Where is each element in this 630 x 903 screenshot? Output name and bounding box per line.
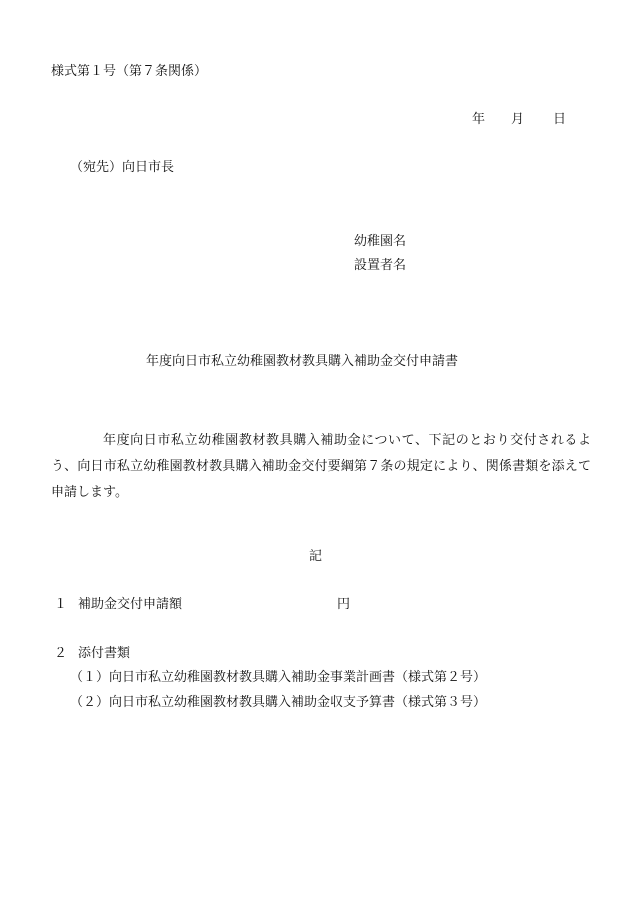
item-1-label: 補助金交付申請額	[78, 597, 183, 612]
kindergarten-name-label: 幼稚園名	[354, 234, 407, 249]
date-year-label: 年	[472, 112, 486, 127]
item-2-label: 添付書類	[78, 646, 131, 661]
item-1-number: １	[54, 597, 68, 612]
attachment-item: （１）向日市私立幼稚園教材教具購入補助金事業計画書（様式第２号）	[70, 670, 487, 685]
date-day-label: 日	[553, 112, 567, 127]
ki-heading: 記	[309, 549, 323, 564]
attachment-item: （２）向日市私立幼稚園教材教具購入補助金収支予算書（様式第３号）	[70, 695, 487, 710]
item-1-unit: 円	[337, 597, 351, 612]
form-number: 様式第１号（第７条関係）	[51, 64, 208, 79]
addressee: （宛先）向日市長	[70, 160, 175, 175]
document-title: 年度向日市私立幼稚園教材教具購入補助金交付申請書	[146, 354, 459, 369]
item-2-number: ２	[54, 646, 68, 661]
body-paragraph: 年度向日市私立幼稚園教材教具購入補助金について、下記のとおり交付されるよう、向日市私立幼稚園教材教具購入補助金交付要綱第７条の規定により、関係書類を添えて申請します。	[51, 433, 591, 500]
date-month-label: 月	[511, 112, 525, 127]
founder-name-label: 設置者名	[354, 258, 407, 273]
